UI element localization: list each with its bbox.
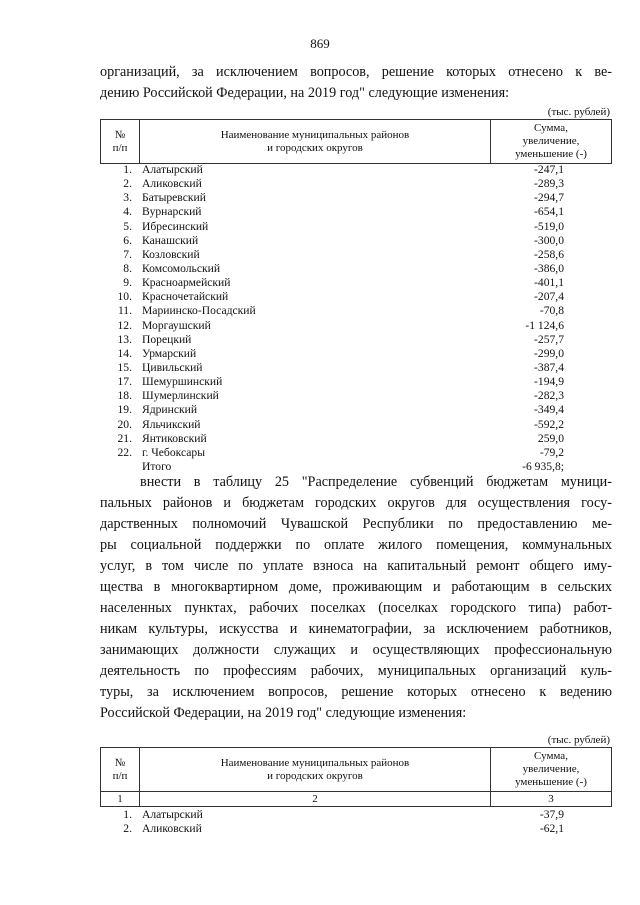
table-row: [100, 822, 612, 836]
text-line: организаций, за исключением вопросов, решение которых отнесено к ве-: [100, 64, 612, 80]
text-line: деятельность по профессиям рабочих, муниципальных организаций куль-: [100, 663, 612, 679]
col-sum-header: Сумма, увеличение, уменьшение (-): [491, 120, 612, 164]
table2-header: [100, 747, 612, 807]
table-row: [100, 220, 612, 234]
table-row: [100, 290, 612, 304]
row-number: 13.: [117, 332, 132, 346]
row-number: 6.: [123, 233, 132, 247]
table-row: [100, 446, 612, 460]
table-row: [100, 389, 612, 403]
table-row: [100, 191, 612, 205]
row-number: 2.: [123, 177, 132, 191]
row-number: 5.: [123, 219, 132, 233]
row-value: -519,0: [534, 219, 564, 233]
row-value: -300,0: [534, 233, 564, 247]
text-line: внести в таблицу 25 "Распределение субвенций бюджетам муници-: [140, 474, 612, 490]
table1-header: [100, 119, 612, 164]
row-value: -386,0: [534, 261, 564, 275]
row-name: Урмарский: [142, 346, 197, 360]
table-row: [100, 375, 612, 389]
row-value: -37,9: [539, 808, 564, 821]
row-value: -257,7: [534, 332, 564, 346]
text-line: туры, за исключением вопросов, решение которых отнесено к ведению: [100, 684, 612, 700]
text-line: занимающих должности служащих и осуществляющих профессиональную: [100, 642, 612, 658]
row-value: 259,0: [537, 431, 564, 445]
row-name: Ибресинский: [142, 219, 209, 233]
table-row: [100, 276, 612, 290]
col-num-header: № п/п: [101, 748, 140, 792]
row-number: 1.: [123, 163, 132, 176]
row-number: 3.: [123, 191, 132, 205]
text-line: Российской Федерации, на 2019 год" следующие изменения:: [100, 705, 467, 721]
row-name: Аликовский: [142, 177, 202, 191]
table2-body: [100, 808, 612, 836]
row-name: Алатырский: [142, 808, 203, 821]
text-line: населенных пунктах, рабочих поселках (поселках городского типа) работ-: [100, 600, 612, 616]
index-cell: 1: [101, 792, 140, 807]
row-value: -1 124,6: [525, 318, 564, 332]
table-row: [100, 347, 612, 361]
row-name: Вурнарский: [142, 205, 202, 219]
row-value: -247,1: [534, 163, 564, 176]
row-number: 11.: [117, 304, 132, 318]
col-name-header: Наименование муниципальных районов и городских округов: [140, 748, 491, 792]
row-name: Шемуршинский: [142, 375, 223, 389]
row-number: 17.: [117, 375, 132, 389]
row-number: 19.: [117, 403, 132, 417]
row-name: Мариинско-Посадский: [142, 304, 256, 318]
row-name: Канашский: [142, 233, 199, 247]
col-num-header: № п/п: [101, 120, 140, 164]
table-row: [100, 304, 612, 318]
col-sum-header: Сумма, увеличение, уменьшение (-): [491, 748, 612, 792]
row-number: 12.: [117, 318, 132, 332]
text-line: дению Российской Федерации, на 2019 год" следующие изменения:: [100, 85, 510, 101]
unit-label: (тыс. рублей): [547, 734, 610, 746]
text-line: услуг, в том числе по уплате взноса на капитальный ремонт общего иму-: [100, 558, 612, 574]
row-number: 14.: [117, 346, 132, 360]
row-value: -70,8: [539, 304, 564, 318]
table-row: [100, 432, 612, 446]
table-row: [100, 234, 612, 248]
intro-paragraph: [100, 62, 612, 104]
row-value: -387,4: [534, 360, 564, 374]
row-number: 10.: [117, 290, 132, 304]
row-value: -207,4: [534, 290, 564, 304]
row-number: 4.: [123, 205, 132, 219]
row-name: Красночетайский: [142, 290, 229, 304]
row-number: 22.: [117, 445, 132, 459]
table-row: [100, 248, 612, 262]
row-value: -258,6: [534, 247, 564, 261]
table-row: [100, 319, 612, 333]
row-value: -294,7: [534, 191, 564, 205]
col-name-header: Наименование муниципальных районов и городских округов: [140, 120, 491, 164]
table1-body: [100, 163, 612, 474]
table-row: [100, 808, 612, 822]
body-paragraph: [100, 472, 612, 724]
row-number: 15.: [117, 360, 132, 374]
row-name: Аликовский: [142, 822, 202, 836]
text-line: ры социальной поддержки по оплате жилого помещения, коммунальных: [100, 537, 612, 553]
row-name: Порецкий: [142, 332, 192, 346]
row-name: Итого: [142, 459, 172, 473]
table-row: [100, 262, 612, 276]
table-row: [100, 333, 612, 347]
row-name: Шумерлинский: [142, 389, 219, 403]
text-line: щества в многоквартирном доме, проживающим и работающим в сельских: [100, 579, 612, 595]
row-number: 20.: [117, 417, 132, 431]
unit-label: (тыс. рублей): [547, 106, 610, 118]
row-value: -282,3: [534, 389, 564, 403]
row-name: Моргаушский: [142, 318, 211, 332]
row-value: -299,0: [534, 346, 564, 360]
row-number: 8.: [123, 261, 132, 275]
row-value: -6 935,8;: [522, 459, 564, 473]
table-row: [100, 205, 612, 219]
row-name: Козловский: [142, 247, 200, 261]
row-name: Янтиковский: [142, 431, 207, 445]
row-value: -349,4: [534, 403, 564, 417]
row-name: Цивильский: [142, 360, 203, 374]
row-name: г. Чебоксары: [142, 445, 205, 459]
table-row: [100, 418, 612, 432]
index-cell: 2: [140, 792, 491, 807]
row-number: 18.: [117, 389, 132, 403]
row-name: Комсомольский: [142, 261, 221, 275]
row-name: Красноармейский: [142, 276, 231, 290]
row-number: 2.: [123, 822, 132, 836]
table-row: [100, 163, 612, 177]
row-value: -401,1: [534, 276, 564, 290]
index-cell: 3: [491, 792, 612, 807]
row-value: -289,3: [534, 177, 564, 191]
table-row: [100, 177, 612, 191]
text-line: пальных районов и бюджетам городских округов для осуществления госу-: [100, 495, 612, 511]
row-value: -62,1: [539, 822, 564, 836]
table-row: [100, 403, 612, 417]
row-name: Яльчикский: [142, 417, 201, 431]
text-line: дарственных полномочий Чувашской Республики по предоставлению ме-: [100, 516, 612, 532]
row-value: -194,9: [534, 375, 564, 389]
row-number: 1.: [123, 808, 132, 821]
page-number: 869: [310, 36, 330, 51]
row-value: -654,1: [534, 205, 564, 219]
row-value: -592,2: [534, 417, 564, 431]
text-line: никам культуры, искусства и кинематографии, за исключением работников,: [100, 621, 612, 637]
row-number: 9.: [123, 276, 132, 290]
table-row: [100, 361, 612, 375]
row-name: Ядринский: [142, 403, 198, 417]
row-name: Батыревский: [142, 191, 206, 205]
row-name: Алатырский: [142, 163, 203, 176]
row-number: 7.: [123, 247, 132, 261]
row-value: -79,2: [539, 445, 564, 459]
row-number: 21.: [117, 431, 132, 445]
